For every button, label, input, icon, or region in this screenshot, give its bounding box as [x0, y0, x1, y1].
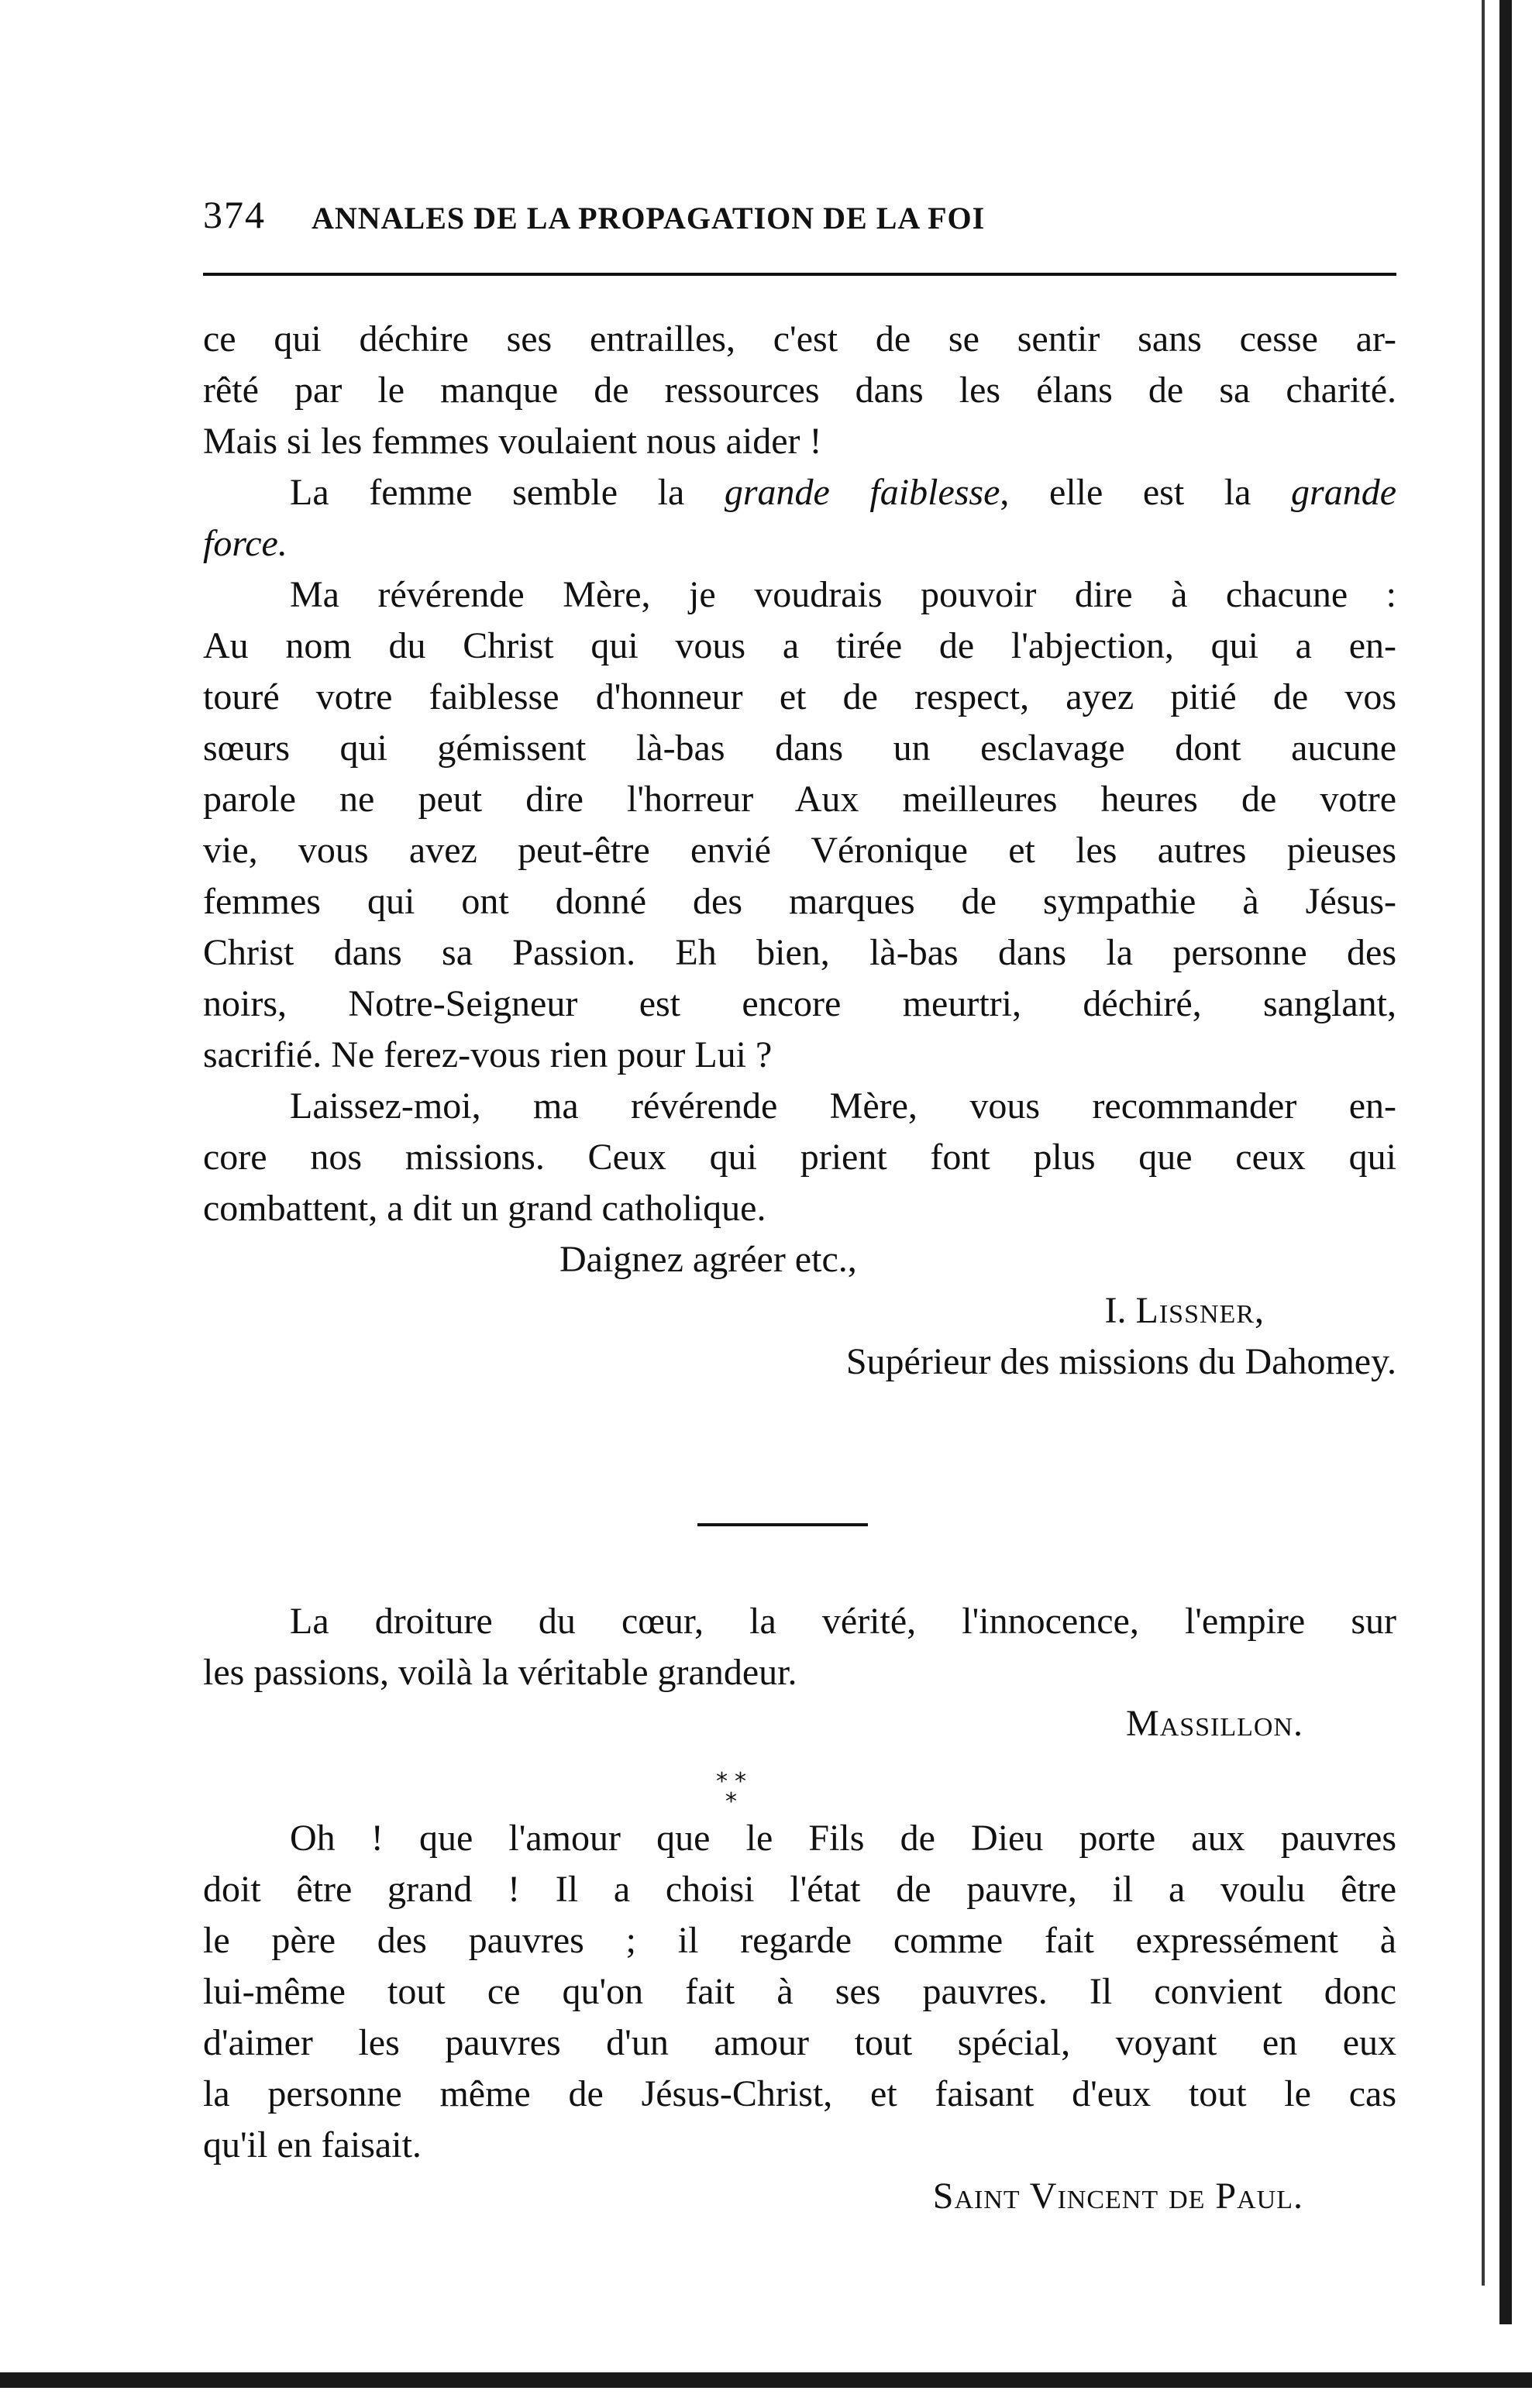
text-line: noirs, Notre-Seigneur est encore meurtri, déchiré, sanglant, — [203, 983, 1396, 1024]
signature-surname: Lissner, — [1135, 1290, 1265, 1331]
text-line: qu'il en faisait. — [203, 2124, 422, 2165]
emphasis: grande faiblesse — [724, 472, 1000, 513]
page-header — [203, 192, 1396, 246]
asterism-icon — [713, 1770, 759, 1817]
svg-text:*: * — [725, 1788, 737, 1815]
text-line: les passions, voilà la véritable grandeur. — [203, 1652, 797, 1693]
text-line: Oh ! que l'amour que le Fils de Dieu porte aux pauvres — [290, 1818, 1396, 1859]
page-number: 374 — [203, 193, 266, 236]
scan-edge-bottom — [0, 2372, 1532, 2388]
quote-author: Saint Vincent de Paul. — [932, 2176, 1303, 2217]
quote-author: Massillon. — [1125, 1703, 1303, 1744]
header-rule — [203, 273, 1396, 276]
text-line: Au nom du Christ qui vous a tirée de l'abjection, qui a en- — [203, 625, 1396, 666]
text-line: la personne même de Jésus-Christ, et faisant d'eux tout le cas — [203, 2073, 1396, 2114]
text-run: La femme semble la — [290, 472, 725, 513]
text-line: sœurs qui gémissent là-bas dans un esclavage dont aucune — [203, 728, 1396, 769]
text-line: Ma révérende Mère, je voudrais pouvoir dire à chacune : — [290, 574, 1396, 615]
running-title: ANNALES DE LA PROPAGATION DE LA FOI — [312, 201, 986, 236]
text-line: lui-même tout ce qu'on fait à ses pauvres. Il convient donc — [203, 1971, 1396, 2012]
text-line: le père des pauvres ; il regarde comme fait expressément à — [203, 1920, 1396, 1961]
closing-line: Daignez agréer etc., — [559, 1239, 857, 1280]
text-line: La droiture du cœur, la vérité, l'innocence, l'empire sur — [290, 1601, 1396, 1642]
text-line: Christ dans sa Passion. Eh bien, là-bas dans la personne des — [203, 932, 1396, 973]
quote-vincent — [203, 1813, 1396, 2222]
text-line: rêté par le manque de ressources dans les élans de sa charité. — [203, 370, 1396, 411]
svg-text:*: * — [735, 1770, 746, 1795]
letter-body — [203, 314, 1396, 1388]
text-line — [203, 467, 1396, 518]
signature-title: Supérieur des missions du Dahomey. — [845, 1341, 1396, 1382]
text-line — [203, 518, 1396, 569]
svg-text:*: * — [716, 1770, 728, 1795]
text-line: combattent, a dit un grand catholique. — [203, 1188, 766, 1229]
text-line: d'aimer les pauvres d'un amour tout spécial, voyant en eux — [203, 2022, 1396, 2063]
text-line: Laissez-moi, ma révérende Mère, vous recommander en- — [290, 1085, 1396, 1127]
text-line: sacrifié. Ne ferez-vous rien pour Lui ? — [203, 1034, 773, 1075]
text-line: parole ne peut dire l'horreur Aux meilleures heures de votre — [203, 779, 1396, 820]
emphasis: force. — [203, 523, 287, 564]
scan-edge-right — [1499, 0, 1512, 2324]
section-separator — [697, 1523, 868, 1526]
text-line: vie, vous avez peut-être envié Véronique et les autres pieuses — [203, 830, 1396, 871]
text-line: core nos missions. Ceux qui prient font plus que ceux qui — [203, 1137, 1396, 1178]
emphasis: grande — [1291, 472, 1397, 513]
text-line: doit être grand ! Il a choisi l'état de pauvre, il a voulu être — [203, 1869, 1396, 1910]
scan-edge-line — [1482, 0, 1485, 2286]
text-line: femmes qui ont donné des marques de sympathie à Jésus- — [203, 881, 1396, 922]
text-line: Mais si les femmes voulaient nous aider ! — [203, 421, 822, 462]
signature-name — [203, 1285, 1396, 1336]
text-run: , elle est la — [1000, 472, 1292, 513]
text-line: ce qui déchire ses entrailles, c'est de se sentir sans cesse ar- — [203, 318, 1396, 359]
signature-initial: I. — [1104, 1290, 1136, 1331]
text-line: touré votre faiblesse d'honneur et de respect, ayez pitié de vos — [203, 676, 1396, 717]
quote-massillon — [203, 1596, 1396, 1749]
